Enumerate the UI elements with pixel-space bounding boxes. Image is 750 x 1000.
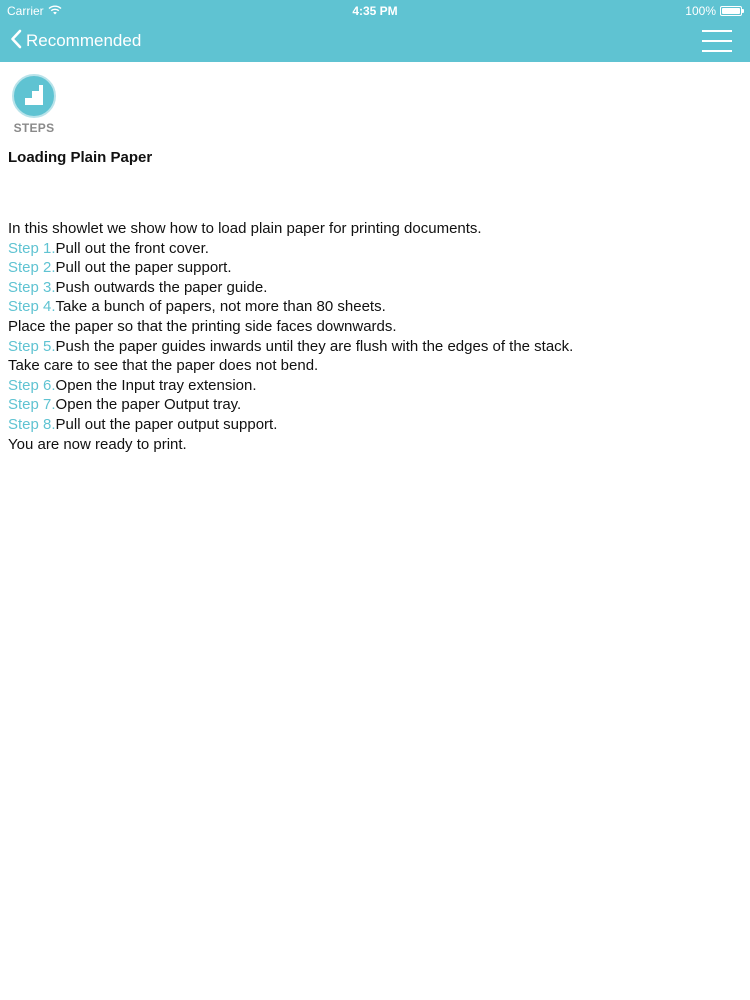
back-button-label: Recommended: [26, 31, 142, 50]
step-text: You are now ready to print.: [8, 435, 187, 453]
step-text: Pull out the paper output support.: [55, 415, 278, 433]
step-text: Pull out the front cover.: [55, 239, 209, 257]
menu-line-top: [702, 30, 732, 32]
closing-text: [8, 435, 738, 455]
step-line: [8, 337, 738, 357]
battery-fill: [722, 8, 740, 14]
step-line: [8, 395, 738, 415]
battery-icon: [720, 6, 742, 16]
intro-text: In this showlet we show how to load plain paper for printing documents.: [8, 220, 482, 237]
step-text: Push the paper guides inwards until they are flush with the edges of the stack.: [55, 337, 574, 355]
step-label: Step 5.: [8, 337, 56, 355]
nav-bar: [0, 20, 750, 62]
step-line: [8, 278, 738, 298]
step-note: [8, 356, 738, 376]
step-label: Step 2.: [8, 259, 56, 277]
step-line: [8, 239, 738, 259]
status-bar: [0, 0, 750, 20]
menu-line-bottom: [702, 50, 732, 52]
carrier-label: Carrier: [7, 4, 44, 18]
step-label: Step 7.: [8, 396, 56, 414]
step-text: Take a bunch of papers, not more than 80 sheets.: [55, 298, 386, 316]
step-label: Step 3.: [8, 278, 56, 296]
top-bar: [0, 0, 750, 62]
step-text: Open the paper Output tray.: [55, 396, 242, 414]
step-line: [8, 297, 738, 317]
step-line: [8, 415, 738, 435]
steps-label: STEPS: [13, 121, 55, 135]
step-label: Step 8.: [8, 415, 56, 433]
step-text: Pull out the paper support.: [55, 259, 232, 277]
step-text: Push outwards the paper guide.: [55, 278, 268, 296]
back-button[interactable]: [10, 28, 141, 54]
step-note: [8, 317, 738, 337]
step-label: Step 4.: [8, 298, 56, 316]
step-label: Step 6.: [8, 376, 56, 394]
step-line: [8, 376, 738, 396]
status-right: [685, 4, 742, 18]
page-title: Loading Plain Paper: [8, 149, 153, 166]
article-body: [8, 219, 738, 454]
step-line: [8, 258, 738, 278]
step-text: Take care to see that the paper does not bend.: [8, 357, 319, 375]
chevron-left-icon: [10, 29, 22, 54]
menu-line-middle: [702, 40, 732, 42]
menu-button[interactable]: [702, 29, 732, 53]
step-text: Place the paper so that the printing side faces downwards.: [8, 317, 397, 335]
status-time: 4:35 PM: [352, 4, 398, 18]
content-area: [8, 74, 738, 454]
steps-badge: [8, 74, 60, 135]
steps-icon: [12, 74, 56, 118]
battery-percent: 100%: [685, 4, 716, 18]
step-text: Open the Input tray extension.: [55, 376, 257, 394]
step-label: Step 1.: [8, 239, 56, 257]
